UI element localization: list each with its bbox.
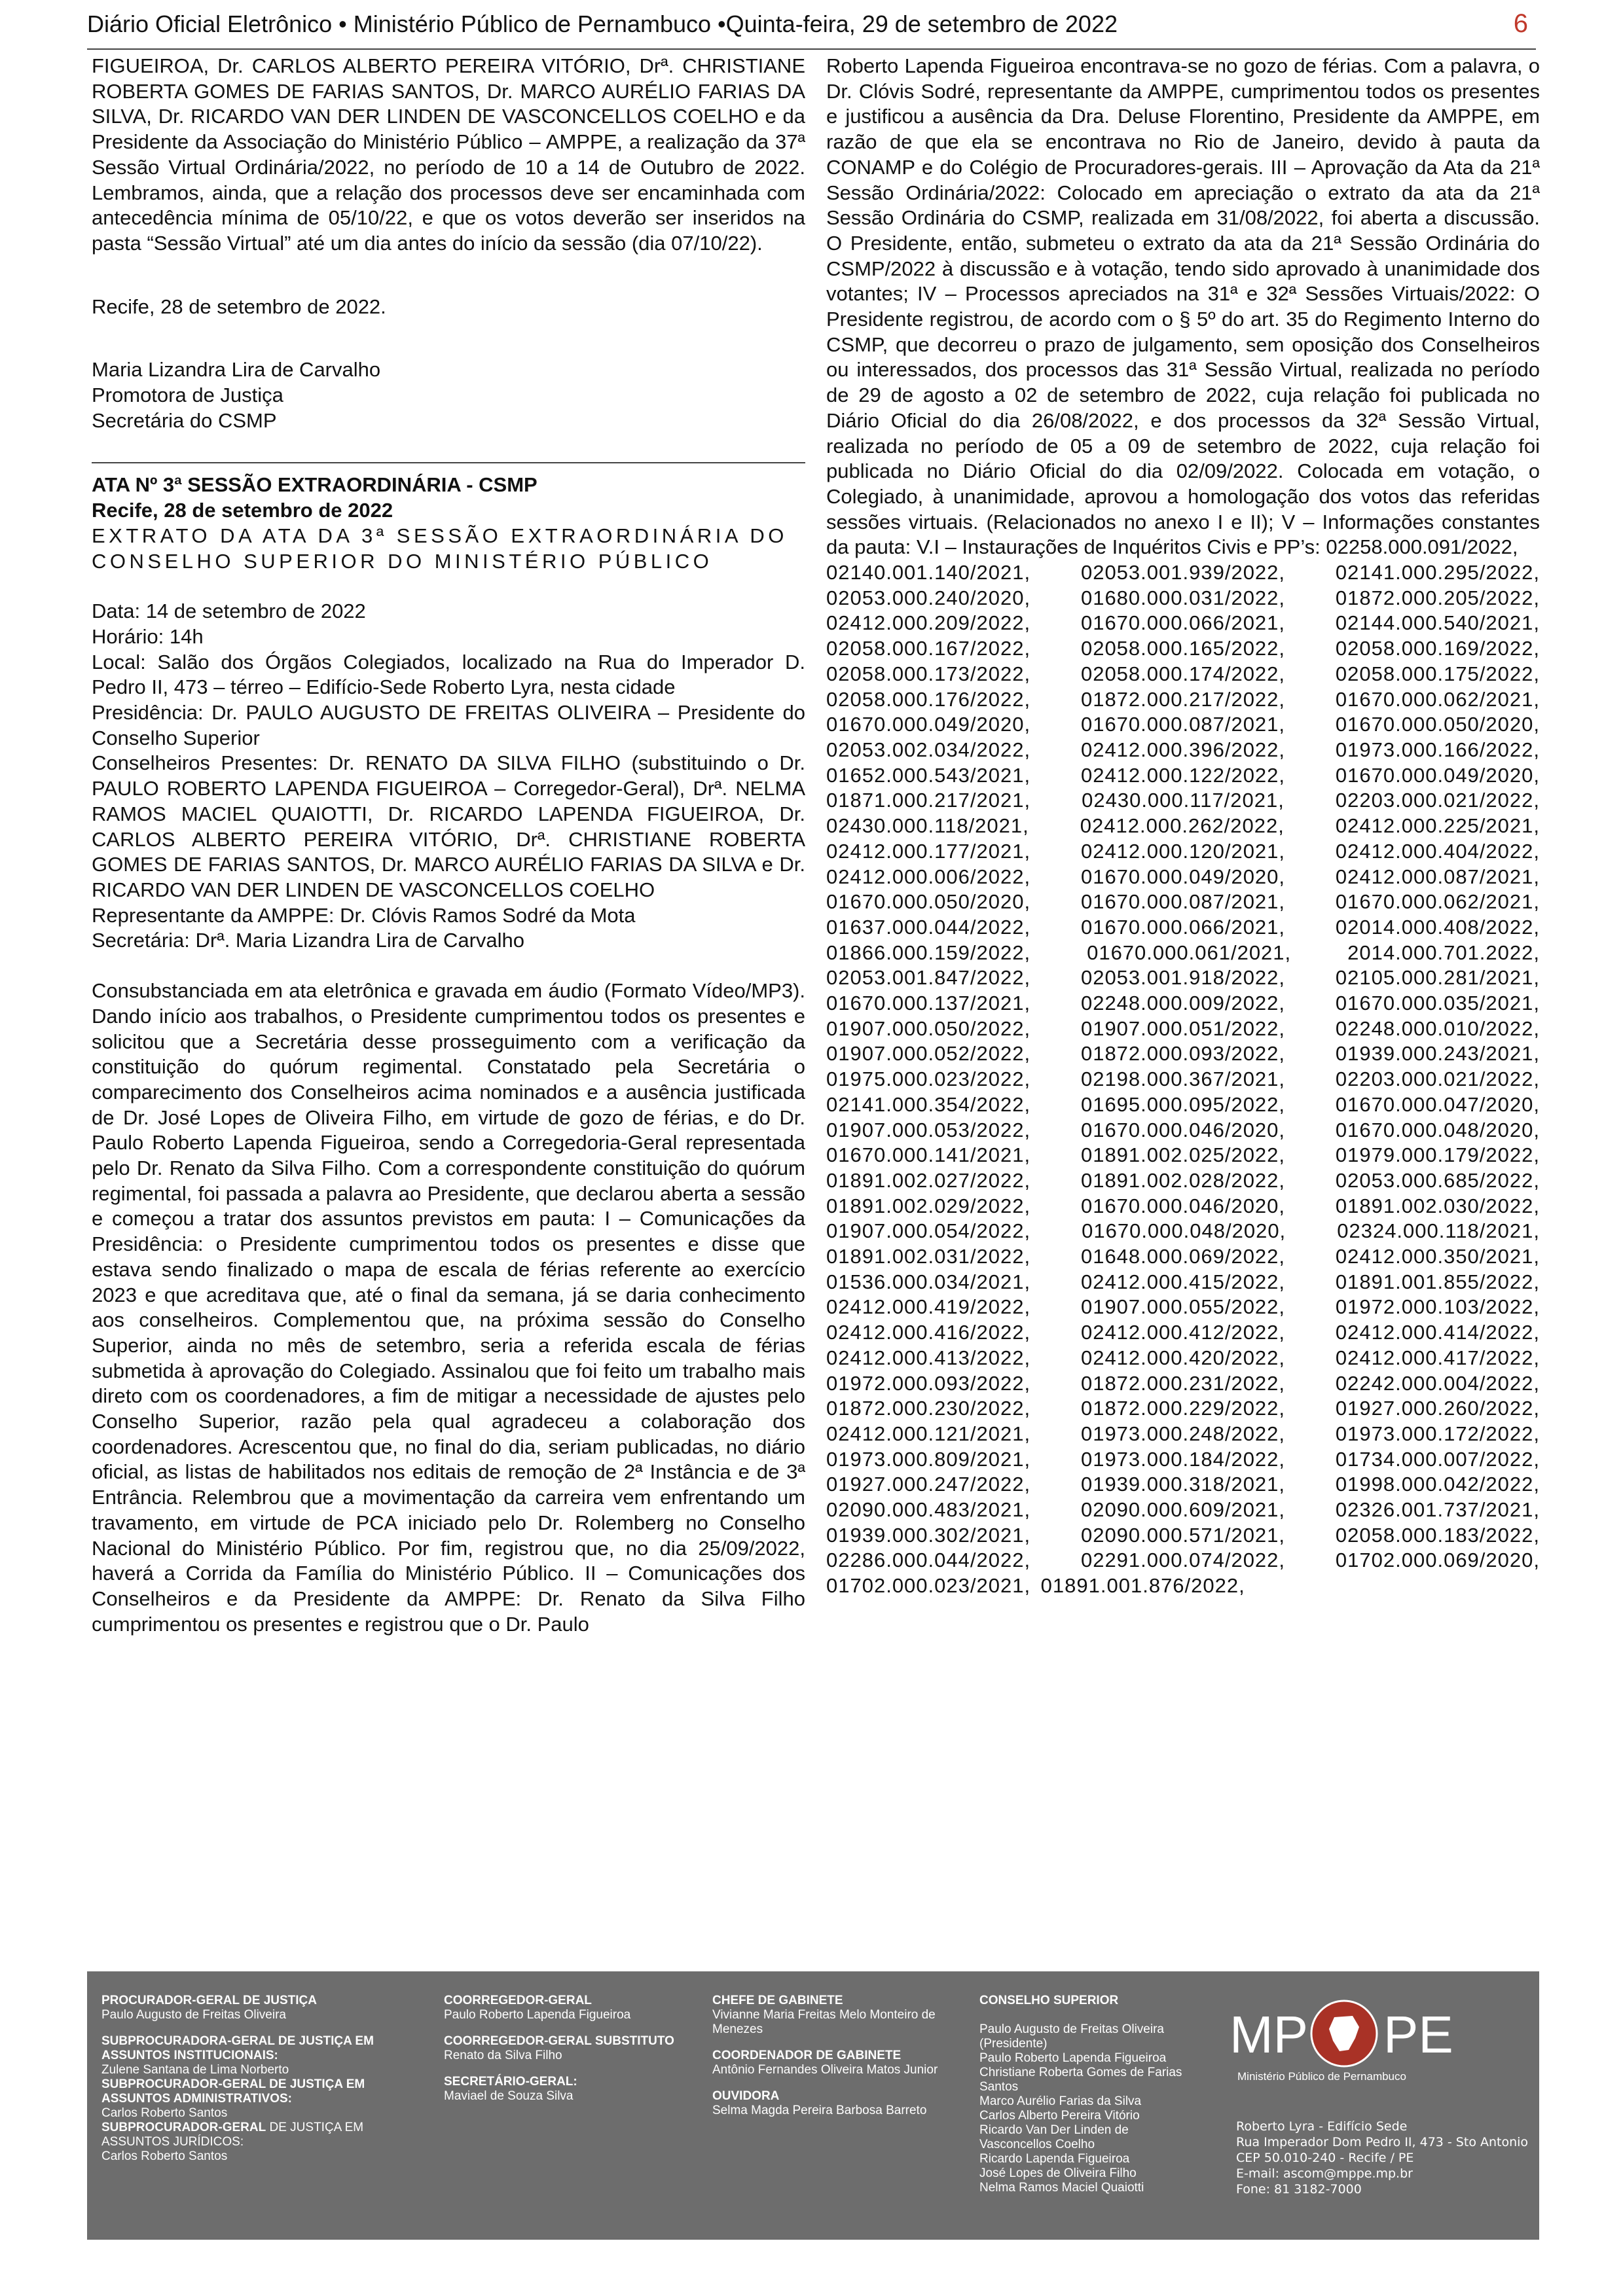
address-line: Roberto Lyra - Edifício Sede <box>1236 2119 1408 2134</box>
address-line: CEP 50.010-240 - Recife / PE <box>1236 2151 1414 2165</box>
council-member: Marco Aurélio Farias da Silva <box>979 2094 1142 2108</box>
ata-date: Recife, 28 de setembro de 2022 <box>92 499 393 522</box>
minutes-body: Consubstanciada em ata eletrônica e gravada em áudio (Formato Vídeo/MP3). Dando início aos trabalhos, o Presidente cumprimentou todos os presentes e solicitou que a Secretária desse prosseguimento com a verificação da constituição do quórum regimental. Constatado pela Secretária o comparecimento dos Conselheiros acima nominados e a ausência justificada de Dr. José Lopes de Oliveira Filho, em virtude de gozo de férias, e do Dr. Paulo Roberto Lapenda Figueiroa, sendo a Corregedoria-Geral representada pelo Dr. Renato da Silva Filho. Com a correspondente constituição do quórum regimental, foi passada a palavra ao Presidente, que declarou aberta a sessão e começou a tratar dos assuntos previstos em pauta: I – Comunicações da Presidência: o Presidente cumprimentou todos os presentes e disse que estava sendo finalizado o mapa de escala de férias referente ao exercício 2023 e que acreditava que, até o final da semana, já se daria conhecimento aos conselheiros. Complementou que, na próxima sessão do Conselho Superior, ainda no mês de setembro, seria a referida escala de férias submetida à aprovação do Colegiado. Assinalou que foi feito um trabalho mais direto com os coordenadores, a fim de mitigar a necessidade de ajustes pelo Conselho Superior, razão pela qual agradeceu a colaboração dos coordenadores. Acrescentou que, no final do dia, seriam publicadas, no diário oficial, as listas de habilitados nos editais de remoção de 2ª Instância e de 3ª Entrância. Relembrou que a movimentação da carreira vem enfrentando um travamento, em virtude de PCA iniciado pelo Dr. Rolemberg no Conselho Nacional do Ministério Público. Por fim, registrou que, no dia 25/09/2022, haverá a Corrida da Família do Ministério Público. II – Comunicações dos Conselheiros e da Presidente da AMPPE: Dr. Renato da Silva Filho cumprimentou os presentes e registrou que o Dr. Paulo <box>92 979 805 1636</box>
council-member: Ricardo Van Der Linden de <box>979 2123 1129 2137</box>
council-member: Paulo Roberto Lapenda Figueiroa <box>979 2051 1167 2065</box>
council-member: Carlos Alberto Pereira Vitório <box>979 2109 1140 2123</box>
council-member: Christiane Roberta Gomes de Farias <box>979 2066 1182 2079</box>
footer-heading: COORREGEDOR-GERAL SUBSTITUTO <box>444 2034 674 2048</box>
process-list: 02140.001.140/2021, 02053.001.939/2022, 02141.000.295/2022, 02053.000.240/2020, 01680.000.031/2022, 01872.000.205/2022, 02412.000.209/2022, 01670.000.066/2021, 02144.000.540/2021, 02058.000.167/2022, 02058.000.165/2022, 02058.000.169/2022, 02058.000.173/2022, 02058.000.174/2022, 02058.000.175/2022, 02058.000.176/2022, 01872.000.217/2022, 01670.000.062/2021, 01670.000.049/2020, 01670.000.087/2021, 01670.000.050/2020, 02053.002.034/2022, 02412.000.396/2022, 01973.000.166/2022, 01652.000.543/2021, 02412.000.122/2022, 01670.000.049/2020, 01871.000.217/2021, 02430.000.117/2021, 02203.000.021/2022, 02430.000.118/2021, 02412.000.262/2022, 02412.000.225/2021, 02412.000.177/2021, 02412.000.120/2021, 02412.000.404/2022, 02412.000.006/2022, 01670.000.049/2020, 02412.000.087/2021, 01670.000.050/2020, 01670.000.087/2021, 01670.000.062/2021, 01637.000.044/2022, 01670.000.066/2021, 02014.000.408/2022, 01866.000.159/2022, 01670.000.061/2021, 2014.000.701.2022, 02053.001.847/2022, 02053.001.918/2022, 02105.000.281/2021, 01670.000.137/2021, 02248.000.009/2022, 01670.000.035/2021, 01907.000.050/2022, 01907.000.051/2022, 02248.000.010/2022, 01907.000.052/2022, 01872.000.093/2022, 01939.000.243/2021, 01975.000.023/2022, 02198.000.367/2021, 02203.000.021/2022, 02141.000.354/2022, 01695.000.095/2022, 01670.000.047/2020, 01907.000.053/2022, 01670.000.046/2020, 01670.000.048/2020, 01670.000.141/2021, 01891.002.025/2022, 01979.000.179/2022, 01891.002.027/2022, 01891.002.028/2022, 02053.000.685/2022, 01891.002.029/2022, 01670.000.046/2020, 01891.002.030/2022, 01907.000.054/2022, 01670.000.048/2020, 02324.000.118/2021, 01891.002.031/2022, 01648.000.069/2022, 02412.000.350/2021, 01536.000.034/2021, 02412.000.415/2022, 01891.001.855/2022, 02412.000.419/2022, 01907.000.055/2022, 01972.000.103/2022, 02412.000.416/2022, 02412.000.412/2022, 02412.000.414/2022, 02412.000.413/2022, 02412.000.420/2022, 02412.000.417/2022, 01972.000.093/2022, 01872.000.231/2022, 02242.000.004/2022, 01872.000.230/2022, 01872.000.229/2022, 01927.000.260/2022, 02412.000.121/2021, 01973.000.248/2022, 01973.000.172/2022, 01973.000.809/2021, 01973.000.184/2022, 01734.000.007/2022, 01927.000.247/2022, 01939.000.318/2021, 01998.000.042/2022, 02090.000.483/2021, 02090.000.609/2021, 02326.001.737/2021, 01939.000.302/2021, 02090.000.571/2021, 02058.000.183/2022, 02286.000.044/2022, 02291.000.074/2022, 01702.000.069/2020, 01702.000.023/2021, 01891.001.876/2022, <box>826 561 1540 1598</box>
presidency: Presidência: Dr. PAULO AUGUSTO DE FREITAS OLIVEIRA – Presidente do Conselho Superior <box>92 701 805 749</box>
footer-heading: OUVIDORA <box>712 2089 780 2103</box>
footer-heading: SUBPROCURADOR-GERAL DE JUSTIÇA EM ASSUNTOS JURÍDICOS: <box>101 2121 364 2149</box>
right-column <box>826 54 1540 1599</box>
footer-value: Paulo Roberto Lapenda Figueiroa <box>444 2008 631 2022</box>
council-member: José Lopes de Oliveira Filho <box>979 2166 1137 2180</box>
footer-heading: PROCURADOR-GERAL DE JUSTIÇA <box>101 1994 318 2007</box>
signer-name: Maria Lizandra Lira de Carvalho <box>92 358 381 382</box>
footer-value: Carlos Roberto Santos <box>101 2106 228 2120</box>
footer-value: Maviael de Souza Silva <box>444 2089 574 2103</box>
footer-value: Selma Magda Pereira Barbosa Barreto <box>712 2104 927 2117</box>
section-divider <box>92 462 805 463</box>
email-link[interactable]: E-mail: ascom@mppe.mp.br <box>1236 2166 1413 2181</box>
session-date: Data: 14 de setembro de 2022 <box>92 600 366 623</box>
secretary: Secretária: Drª. Maria Lizandra Lira de Carvalho <box>92 929 525 952</box>
left-column <box>92 54 805 1637</box>
svg-text:MP: MP <box>1230 2005 1308 2064</box>
council-member: (Presidente) <box>979 2037 1048 2051</box>
place-date: Recife, 28 de setembro de 2022. <box>92 295 386 318</box>
council-member: Santos <box>979 2080 1019 2094</box>
council-member: Ricardo Lapenda Figueiroa <box>979 2152 1130 2166</box>
page-header <box>87 8 1536 50</box>
footer-value: Renato da Silva Filho <box>444 2049 562 2062</box>
footer-value: Zulene Santana de Lima Norberto <box>101 2063 289 2077</box>
footer-heading: SUBPROCURADORA-GERAL DE JUSTIÇA EM ASSUNTOS INSTITUCIONAIS: <box>101 2034 374 2062</box>
header-title: Diário Oficial Eletrônico • Ministério Público de Pernambuco •Quinta-feira, 29 de setembro de 2022 <box>87 10 1118 37</box>
amppe-representative: Representante da AMPPE: Dr. Clóvis Ramos Sodré da Mota <box>92 903 636 927</box>
mppe-logo <box>1230 1998 1518 2070</box>
minutes-continuation: Roberto Lapenda Figueiroa encontrava-se no gozo de férias. Com a palavra, o Dr. Clóvis Sodré, representante da AMPPE, cumprimentou todos os presentes e justificou a ausência da Dra. Deluse Florentino, Presidente da AMPPE, em razão de que ela se encontrava no Rio de Janeiro, devido à pauta da CONAMP e do Colégio de Procuradores-gerais. III – Aprovação da Ata da 21ª Sessão Ordinária/2022: Colocado em apreciação o extrato da ata da 21ª Sessão Ordinária do CSMP, realizada em 31/08/2022, foi aberta a discussão. O Presidente, então, submeteu o extrato da ata da 21ª Sessão Ordinária do CSMP/2022 à discussão e à votação, tendo sido aprovado à unanimidade dos votantes; IV – Processos apreciados na 31ª e 32ª Sessões Virtuais/2022: O Presidente registrou, de acordo com o § 5º do art. 35 do Regimento Interno do CSMP, que decorreu o prazo de julgamento, sem oposição dos Conselheiros ou interessados, dos processos das 31ª Sessão Virtual, realizada no período de 29 de agosto a 02 de setembro de 2022, cuja relação foi publicada no Diário Oficial do dia 26/08/2022, e dos processos da 32ª Sessão Virtual, realizada no período de 05 a 09 de setembro de 2022, cuja relação foi publicada no Diário Oficial do dia 02/09/2022. Colocada em votação, o Colegiado, à unanimidade, aprovou a homologação dos votos das referidas sessões virtuais. (Relacionados no anexo I e II); V – Informações constantes da pauta: V.I – Instaurações de Inquéritos Civis e PP’s: 02258.000.091/2022, <box>826 54 1540 559</box>
signer-role-2: Secretária do CSMP <box>92 408 277 432</box>
session-time: Horário: 14h <box>92 624 204 648</box>
footer-heading: SUBPROCURADOR-GERAL DE JUSTIÇA EM ASSUNTOS ADMINISTRATIVOS: <box>101 2077 365 2106</box>
footer-heading: CHEFE DE GABINETE <box>712 1994 843 2007</box>
footer-value: Vivianne Maria Freitas Melo Monteiro de Menezes <box>712 2008 936 2036</box>
footer-column-conselho <box>979 1994 1222 2195</box>
council-member: Nelma Ramos Maciel Quaiotti <box>979 2181 1144 2195</box>
svg-text:PE: PE <box>1383 2005 1453 2064</box>
intro-paragraph: FIGUEIROA, Dr. CARLOS ALBERTO PEREIRA VITÓRIO, Drª. CHRISTIANE ROBERTA GOMES DE FARIAS SANTOS, Dr. MARCO AURÉLIO FARIAS DA SILVA, Dr. RICARDO VAN DER LINDEN DE VASCONCELLOS COELHO e da Presidente da Associação do Ministério Público – AMPPE, a realização da 37ª Sessão Virtual Ordinária/2022, no período de 10 a 14 de Outubro de 2022. Lembramos, ainda, que a relação dos processos deve ser encaminhada com antecedência mínima de 05/10/22, e que os votos deverão ser inseridos na pasta “Sessão Virtual” até um dia antes do início da sessão (dia 07/10/22). <box>92 54 805 255</box>
ata-title: ATA Nº 3ª SESSÃO EXTRAORDINÁRIA - CSMP <box>92 473 538 497</box>
footer-address <box>1236 2119 1528 2197</box>
footer-column-procuradoria <box>101 1994 416 2176</box>
session-location: Local: Salão dos Órgãos Colegiados, localizado na Rua do Imperador D. Pedro II, 473 – térreo – Edifício-Sede Roberto Lyra, nesta cidade <box>92 650 805 699</box>
councillors-present: Conselheiros Presentes: Dr. RENATO DA SILVA FILHO (substituindo o Dr. PAULO ROBERTO LAPENDA FIGUEIROA – Corregedor-Geral), Drª. NELMA RAMOS MACIEL QUAIOTTI, Dr. RICARDO LAPENDA FIGUEIROA, Dr. CARLOS ALBERTO PEREIRA VITÓRIO, Drª. CHRISTIANE ROBERTA GOMES DE FARIAS SANTOS, Dr. MARCO AURÉLIO FARIAS DA SILVA e Dr. RICARDO VAN DER LINDEN DE VASCONCELLOS COELHO <box>92 751 805 901</box>
footer-value: Paulo Augusto de Freitas Oliveira <box>101 2008 286 2022</box>
footer-value: Antônio Fernandes Oliveira Matos Junior <box>712 2063 938 2077</box>
address-line: Rua Imperador Dom Pedro II, 473 - Sto Antonio <box>1236 2135 1529 2149</box>
council-member: Paulo Augusto de Freitas Oliveira <box>979 2022 1164 2036</box>
footer-value: Carlos Roberto Santos <box>101 2149 228 2163</box>
footer-heading: COORREGEDOR-GERAL <box>444 1994 592 2007</box>
footer-heading: CONSELHO SUPERIOR <box>979 1994 1119 2007</box>
signer-role: Promotora de Justiça <box>92 384 283 407</box>
footer-heading: COORDENADOR DE GABINETE <box>712 2049 902 2062</box>
council-member: Vasconcellos Coelho <box>979 2138 1095 2151</box>
logo-caption: Ministério Público de Pernambuco <box>1237 2070 1406 2083</box>
footer-column-corregedoria <box>444 1994 706 2115</box>
page-footer <box>87 1971 1539 2240</box>
extract-title-line-1: EXTRATO DA ATA DA 3ª SESSÃO EXTRAORDINÁRIA DO <box>92 524 788 547</box>
footer-heading: SECRETÁRIO-GERAL: <box>444 2075 577 2089</box>
footer-column-gabinete <box>712 1994 974 2130</box>
address-line: Fone: 81 3182-7000 <box>1236 2182 1362 2197</box>
page-number: 6 <box>1513 9 1528 38</box>
extract-title-line-2: CONSELHO SUPERIOR DO MINISTÉRIO PÚBLICO <box>92 549 713 573</box>
